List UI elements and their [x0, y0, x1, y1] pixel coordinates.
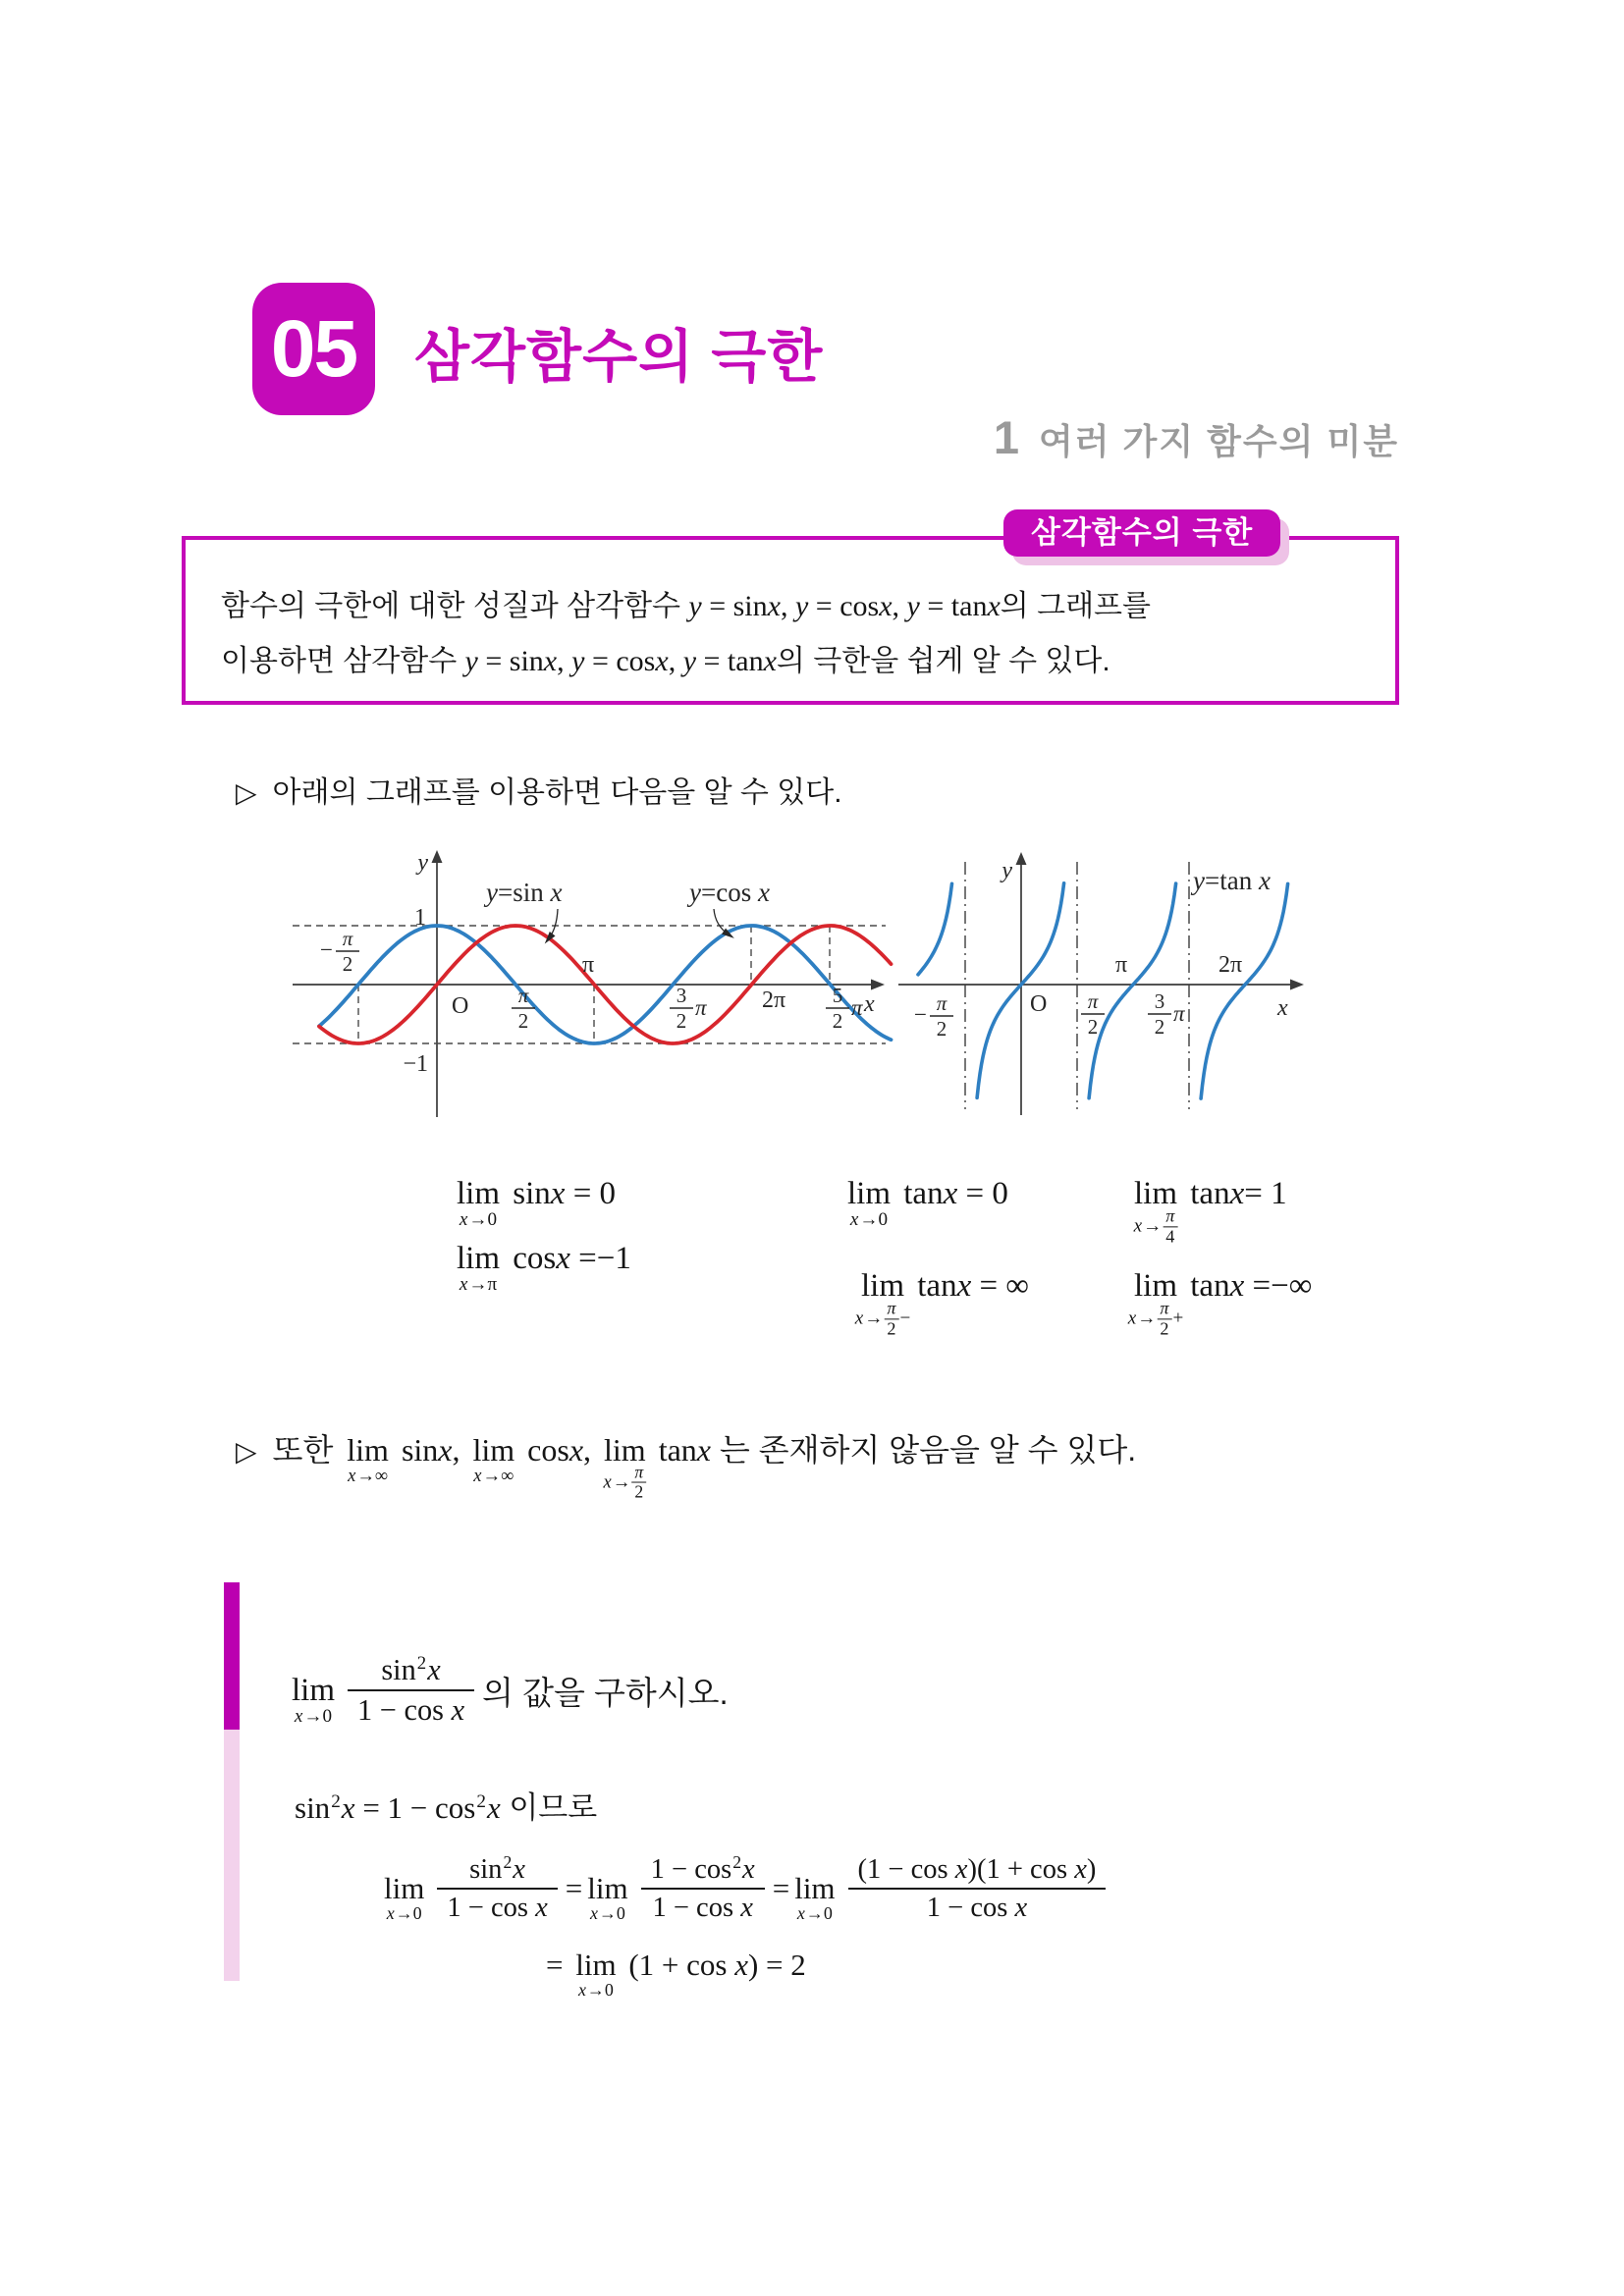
solution-chain: lim x →0 $\frac{\sin^2x}{\text{1 − cos x}}$ = lim x →0 $\frac{1 - \cos^2x}{\text{1 − cos x}}$ = lim x →0 $\frac{\text{(1 − cos x)(1 + cos x)}}{\text{1 − cos x}}$	[379, 1842, 1113, 1936]
svg-text:x: x	[864, 991, 875, 1017]
section-title: 여러 가지 함수의 미분	[1039, 421, 1399, 461]
svg-text:3: 3	[1154, 989, 1165, 1013]
svg-text:π: π	[695, 995, 707, 1020]
svg-text:π: π	[936, 991, 947, 1015]
svg-text:1: 1	[414, 905, 426, 931]
concept-tab: 삼각함수의 극한	[1003, 509, 1280, 557]
section-number: 1	[993, 411, 1019, 463]
svg-text:5: 5	[832, 984, 843, 1007]
svg-text:y=sin x: y=sin x	[486, 878, 563, 907]
chapter-title: 삼각함수의 극한	[414, 325, 824, 389]
svg-text:y=cos x: y=cos x	[689, 878, 770, 907]
svg-text:π: π	[1173, 1001, 1185, 1026]
solution-line-1: $\sin^2x = 1 - \cos^2x$ 이므로	[295, 1790, 598, 1825]
svg-text:O: O	[452, 993, 469, 1019]
chapter-badge	[252, 283, 375, 415]
svg-text:2: 2	[342, 952, 353, 976]
svg-text:π: π	[581, 952, 595, 978]
svg-text:π: π	[517, 984, 529, 1007]
svg-text:y=tan x: y=tan x	[1193, 866, 1271, 895]
svg-text:2: 2	[1087, 1015, 1099, 1039]
triangle-marker: ▷	[236, 1436, 257, 1467]
bullet-nonexistence	[236, 1425, 1137, 1502]
bullet-text: 아래의 그래프를 이용하면 다음을 알 수 있다.	[272, 776, 842, 809]
limit-sin-0: lim x →0 sinx = 0	[457, 1176, 617, 1230]
limit-tan-pi2-plus: lim x → π 2 + tanx =−∞	[1127, 1268, 1313, 1339]
svg-text:2: 2	[1154, 1015, 1165, 1039]
chapter-number: 05	[270, 303, 357, 394]
svg-text:2: 2	[832, 1009, 843, 1033]
concept-line-2: 이용하면 삼각함수 y = sinx, y = cosx, y = tanx의 극한을 쉽게 알 수 있다.	[221, 645, 1110, 677]
limit-tan-pi2-minus: lim x → π 2 − tanx = ∞	[854, 1268, 1029, 1339]
tan-graph	[898, 842, 1321, 1129]
svg-text:−: −	[320, 937, 333, 962]
svg-text:y: y	[417, 850, 428, 876]
svg-text:O: O	[1030, 991, 1048, 1017]
sin-cos-graph	[285, 842, 903, 1129]
limit-cos-pi: lim x →π cosx =−1	[457, 1241, 631, 1295]
svg-text:y: y	[1001, 858, 1012, 883]
svg-text:2π: 2π	[761, 988, 786, 1013]
svg-text:3: 3	[676, 984, 687, 1007]
svg-text:2π: 2π	[1218, 952, 1243, 978]
concept-box	[182, 536, 1399, 705]
triangle-marker: ▷	[236, 777, 257, 808]
nonexistence-formula: 또한 lim x →∞ sinx, lim x →∞ cosx, lim x → π 2 tanx 는 존재하지 않음을 알 수 있다.	[272, 1432, 1137, 1502]
concept-line-1: 함수의 극한에 대한 성질과 삼각함수 y = sinx, y = cosx, y = tanx의 그래프를	[221, 590, 1152, 622]
svg-text:x: x	[1277, 995, 1288, 1021]
svg-text:π: π	[1114, 952, 1128, 978]
svg-text:−: −	[914, 1002, 927, 1027]
problem-statement: lim x →0 $\frac{\sin^2x}{\text{1 − cos x}}$ 의 값을 구하시오.	[287, 1641, 729, 1739]
limit-tan-pi4: lim x → π 4 tanx= 1	[1133, 1176, 1287, 1247]
svg-text:2: 2	[676, 1009, 687, 1033]
section-heading	[994, 410, 1399, 464]
svg-text:−1: −1	[403, 1051, 428, 1077]
svg-text:2: 2	[936, 1017, 947, 1041]
limit-tan-0: lim x →0 tanx = 0	[847, 1176, 1008, 1230]
svg-text:π: π	[1087, 989, 1099, 1013]
bullet-graph-note	[236, 768, 842, 811]
example-accent-bar-light	[224, 1730, 240, 1981]
example-accent-bar	[224, 1582, 240, 1730]
svg-text:π: π	[851, 995, 863, 1020]
svg-text:2: 2	[517, 1009, 529, 1033]
solution-final: = lim x →0 (1 + cos x) = 2	[546, 1948, 806, 2001]
svg-text:π: π	[342, 927, 353, 950]
